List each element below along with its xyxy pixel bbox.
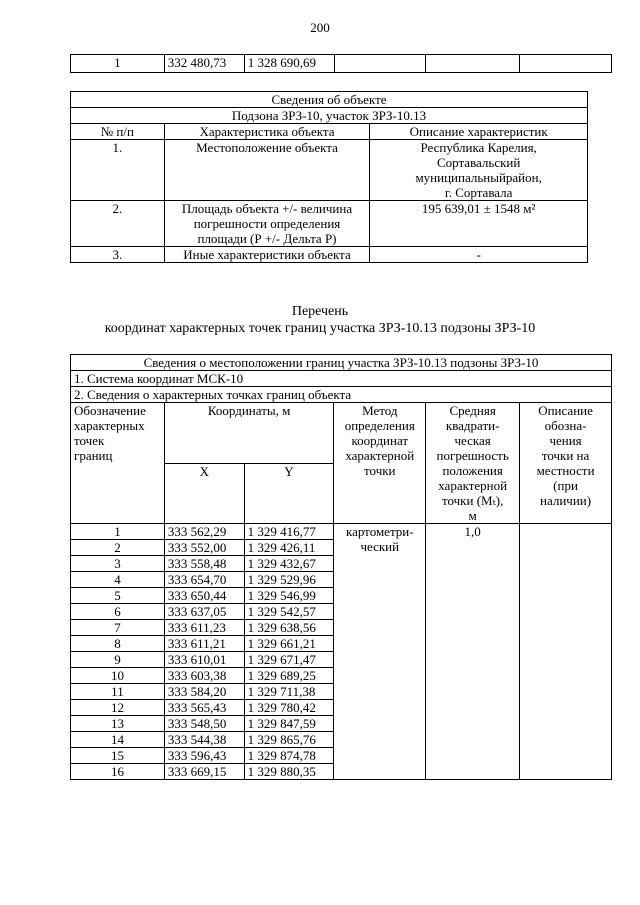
x-value: 333 603,38 — [164, 668, 244, 684]
point-number: 5 — [71, 588, 165, 604]
object-info-title: Сведения об объекте — [71, 92, 588, 108]
x-value: 333 562,29 — [164, 524, 244, 540]
x-value: 332 480,73 — [164, 55, 244, 73]
y-value: 1 329 661,21 — [244, 636, 334, 652]
object-info-header-row — [71, 124, 588, 140]
point-number: 13 — [71, 716, 165, 732]
header-description: Описание характеристик — [370, 124, 588, 140]
header-characteristic: Характеристика объекта — [164, 124, 370, 140]
row-characteristic: Площадь объекта +/- величина погрешности определения площади (Р +/- Дельта Р) — [164, 201, 370, 247]
point-number: 14 — [71, 732, 165, 748]
x-value: 333 544,38 — [164, 732, 244, 748]
row-characteristic: Иные характеристики объекта — [164, 247, 370, 263]
table-row — [71, 55, 612, 73]
description-value — [520, 524, 612, 780]
point-number: 9 — [71, 652, 165, 668]
x-value: 333 669,15 — [164, 764, 244, 780]
y-value: 1 329 874,78 — [244, 748, 334, 764]
y-value: 1 329 689,25 — [244, 668, 334, 684]
x-value: 333 565,43 — [164, 700, 244, 716]
x-value: 333 610,01 — [164, 652, 244, 668]
header-number: № п/п — [71, 124, 165, 140]
point-number: 10 — [71, 668, 165, 684]
section-title: 2. Сведения о характерных точках границ объекта — [71, 387, 612, 403]
point-number: 15 — [71, 748, 165, 764]
point-number: 11 — [71, 684, 165, 700]
x-value: 333 650,44 — [164, 588, 244, 604]
row-number: 2. — [71, 201, 165, 247]
x-value: 333 552,00 — [164, 540, 244, 556]
x-value: 333 611,23 — [164, 620, 244, 636]
header-coordinates: Координаты, м — [164, 403, 333, 464]
point-number: 12 — [71, 700, 165, 716]
y-value: 1 329 865,76 — [244, 732, 334, 748]
list-heading-subtitle: координат характерных точек границ участка ЗРЗ-10.13 подзоны ЗРЗ-10 — [104, 321, 536, 336]
method-value: картометри- ческий — [334, 524, 426, 780]
header-y: Y — [244, 463, 334, 524]
header-method: Метод определения координат характерной точки — [334, 403, 426, 524]
y-value: 1 329 711,38 — [244, 684, 334, 700]
x-value: 333 548,50 — [164, 716, 244, 732]
x-value: 333 584,20 — [164, 684, 244, 700]
y-value: 1 329 546,99 — [244, 588, 334, 604]
y-value: 1 329 780,42 — [244, 700, 334, 716]
header-error: Средняя квадрати- ческая погрешность положения характерной точки (Mₜ), м — [426, 403, 520, 524]
point-number: 6 — [71, 604, 165, 620]
y-value: 1 329 847,59 — [244, 716, 334, 732]
object-info-subtitle: Подзона ЗРЗ-10, участок ЗРЗ-10.13 — [71, 108, 588, 124]
coordinate-system: 1. Система координат МСК-10 — [71, 371, 612, 387]
point-number: 7 — [71, 620, 165, 636]
x-value: 333 596,43 — [164, 748, 244, 764]
table-row — [71, 201, 588, 247]
header-description: Описание обозна- чения точки на местности (при наличии) — [520, 403, 612, 524]
x-value: 333 654,70 — [164, 572, 244, 588]
list-heading-title: Перечень — [291, 304, 349, 319]
point-number: 1 — [71, 55, 165, 73]
coordinates-table — [70, 354, 612, 780]
y-value: 1 329 416,77 — [244, 524, 334, 540]
point-number: 4 — [71, 572, 165, 588]
y-value: 1 329 880,35 — [244, 764, 334, 780]
row-characteristic: Местоположение объекта — [164, 140, 370, 201]
coords-body — [71, 524, 612, 780]
coords-table-title: Сведения о местоположении границ участка ЗРЗ-10.13 подзоны ЗРЗ-10 — [71, 355, 612, 371]
y-value: 1 328 690,69 — [244, 55, 334, 73]
object-info-table — [70, 91, 588, 263]
y-value: 1 329 671,47 — [244, 652, 334, 668]
row-description: 195 639,01 ± 1548 м² — [370, 201, 588, 247]
x-value: 333 637,05 — [164, 604, 244, 620]
y-value: 1 329 529,96 — [244, 572, 334, 588]
point-number: 3 — [71, 556, 165, 572]
coords-header-row — [71, 403, 612, 464]
point-number: 2 — [71, 540, 165, 556]
x-value: 333 611,21 — [164, 636, 244, 652]
table-row — [71, 247, 588, 263]
point-number: 1 — [71, 524, 165, 540]
header-x: X — [164, 463, 244, 524]
page-number: 200 — [310, 20, 330, 35]
error-value: 1,0 — [426, 524, 520, 780]
table-row — [71, 140, 588, 201]
y-value: 1 329 542,57 — [244, 604, 334, 620]
previous-table-continuation — [70, 54, 612, 73]
x-value: 333 558,48 — [164, 556, 244, 572]
table-row — [71, 524, 612, 540]
y-value: 1 329 638,56 — [244, 620, 334, 636]
row-description: - — [370, 247, 588, 263]
row-description: Республика Карелия, Сортавальский муниципальныйрайон, г. Сортавала — [370, 140, 588, 201]
point-number: 16 — [71, 764, 165, 780]
header-designation: Обозначение характерных точек границ — [71, 403, 165, 524]
row-number: 3. — [71, 247, 165, 263]
y-value: 1 329 432,67 — [244, 556, 334, 572]
point-number: 8 — [71, 636, 165, 652]
row-number: 1. — [71, 140, 165, 201]
y-value: 1 329 426,11 — [244, 540, 334, 556]
